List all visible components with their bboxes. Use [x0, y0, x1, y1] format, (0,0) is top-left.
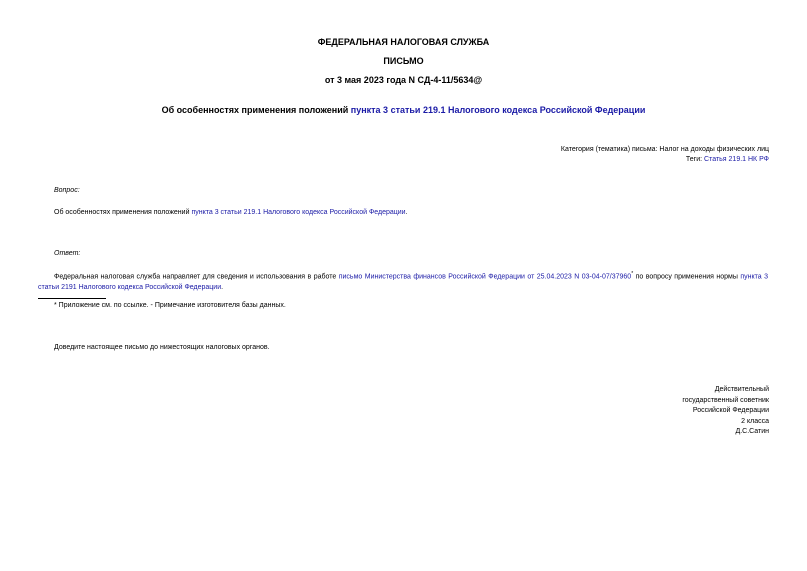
- minfin-letter-link[interactable]: письмо Министерства финансов Российской Федерации от 25.04.2023 N 03-04-07/37960: [338, 273, 632, 281]
- answer-text-2: по вопросу применения нормы: [633, 273, 741, 281]
- agency-heading: ФЕДЕРАЛЬНАЯ НАЛОГОВАЯ СЛУЖБА: [317, 37, 490, 47]
- document-type: ПИСЬМО: [383, 56, 424, 66]
- question-text-prefix: Об особенностях применения положений: [54, 209, 192, 216]
- signature-line-3: Российской Федерации: [692, 407, 769, 414]
- letter-category: Категория (тематика) письма: Налог на доходы физических лиц: [560, 146, 769, 153]
- answer-paragraph: [38, 269, 768, 293]
- question-label: Вопрос:: [54, 187, 80, 194]
- letter-tags: [686, 156, 769, 163]
- signature-line-1: Действительный: [714, 386, 769, 393]
- signature-block: [682, 385, 769, 438]
- question-text: [54, 209, 408, 216]
- title-text: Об особенностях применения положений: [161, 105, 351, 115]
- signatory-name: Д.С.Сатин: [735, 428, 769, 435]
- document-date-number: от 3 мая 2023 года N СД-4-11/5634@: [324, 75, 483, 85]
- question-text-suffix: .: [405, 209, 408, 216]
- footnote-marker: *: [631, 271, 634, 277]
- title-law-link[interactable]: пункта 3 статьи 219.1 Налогового кодекса Российской Федерации: [350, 105, 646, 115]
- tags-label: Теги:: [685, 156, 705, 163]
- answer-text-1: Федеральная налоговая служба направляет для сведения и использования в работе: [54, 273, 339, 281]
- footnote-text: * Приложение см. по ссылке. - Примечание изготовителя базы данных.: [54, 302, 286, 309]
- signature-line-2: государственный советник: [682, 396, 769, 404]
- footnote-divider: [38, 298, 106, 299]
- question-law-link[interactable]: пункта 3 статьи 219.1 Налогового кодекса Российской Федерации: [191, 209, 406, 216]
- tag-link[interactable]: Статья 219.1 НК РФ: [704, 156, 769, 163]
- answer-text-3: .: [221, 284, 224, 292]
- document-title: [0, 105, 807, 115]
- signature-line-4: 2 класса: [741, 417, 769, 425]
- instruction-text: Доведите настоящее письмо до нижестоящих налоговых органов.: [54, 344, 270, 351]
- answer-label: Ответ:: [54, 250, 81, 257]
- answer-law-link[interactable]: пункта 3 статьи 2191 Налогового кодекса Российской Федерации: [38, 273, 769, 292]
